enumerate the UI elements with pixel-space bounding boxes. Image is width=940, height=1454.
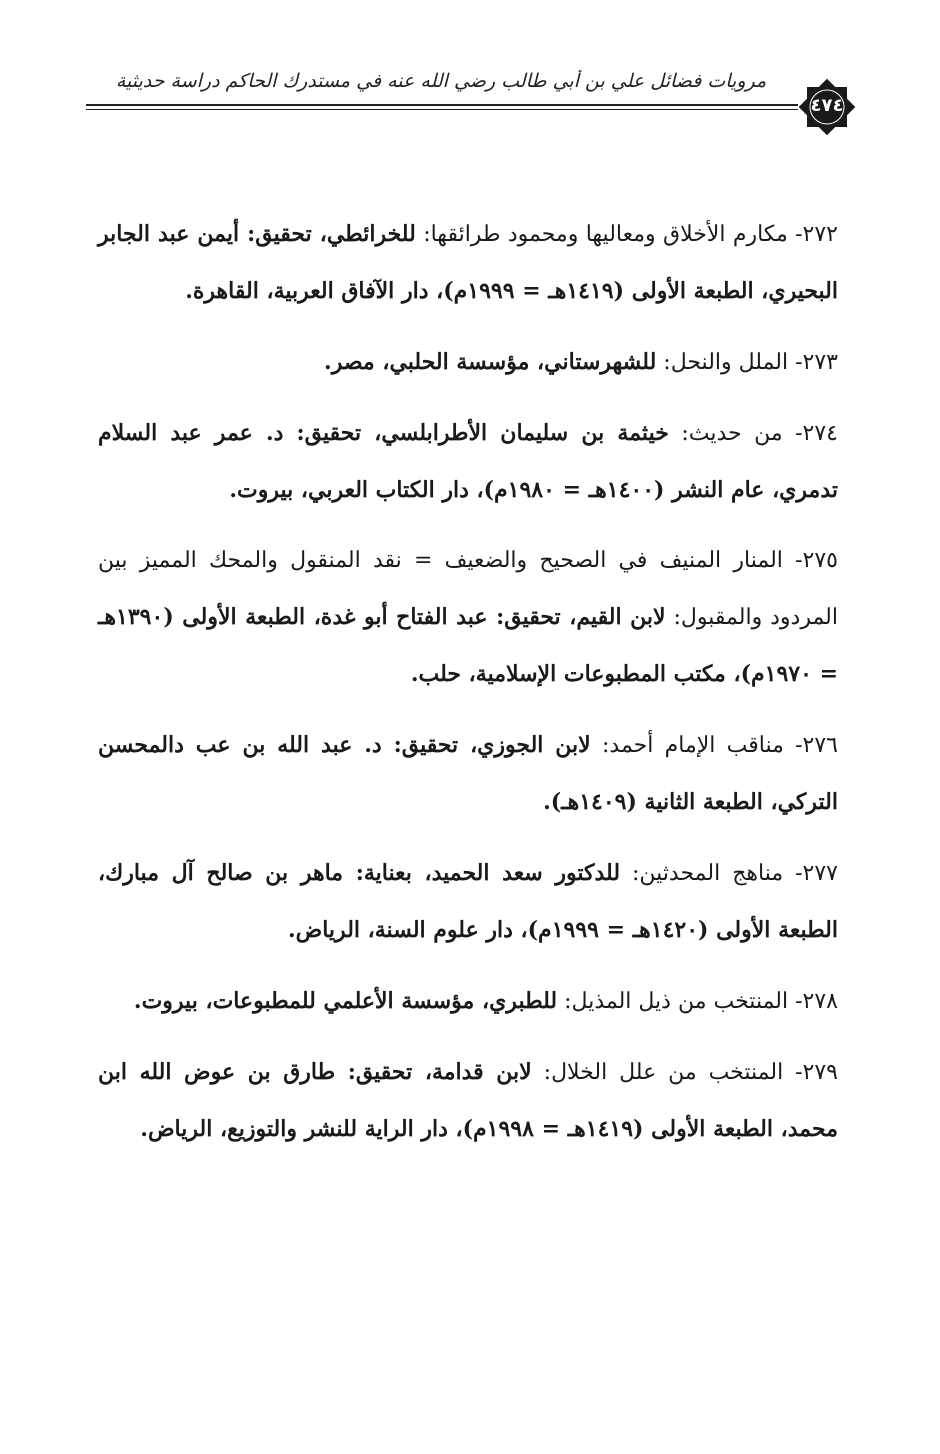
entry-title: ٢٧٩- المنتخب من علل الخلال: [543,1060,838,1085]
bibliography-entry [98,1044,838,1158]
bibliography-entry [98,206,838,320]
entry-details: لابن القيم، تحقيق: عبد الفتاح أبو غدة، الطبعة الأولى (١٣٩٠هـ = ١٩٧٠م)، مكتب المطبوعات الإسلامية، حلب. [98,604,838,687]
entry-title: ٢٧٤- من حديث: [681,421,838,446]
bibliography-entry [98,334,838,391]
entry-title: ٢٧٦- مناقب الإمام أحمد: [601,733,838,758]
bibliography-entry [98,405,838,519]
entry-title: ٢٧٣- الملل والنحل: [663,350,838,375]
header-rule-thick [86,104,798,106]
entry-details: للدكتور سعد الحميد، بعناية: ماهر بن صالح آل مبارك، الطبعة الأولى (١٤٢٠هـ = ١٩٩٩م)، دار علوم السنة، الرياض. [98,860,838,943]
entry-details: للطبري، مؤسسة الأعلمي للمطبوعات، بيروت. [133,988,558,1014]
entry-title: ٢٧٧- مناهج المحدثين: [632,861,838,886]
header-rule-thin [86,109,798,110]
bibliography-entry [98,533,838,703]
bibliography-list [98,206,838,1172]
entry-title: ٢٧٢- مكارم الأخلاق ومعاليها ومحمود طرائقها: [423,222,838,247]
entry-details: لابن الجوزي، تحقيق: د. عبد الله بن عب دالمحسن التركي، الطبعة الثانية (١٤٠٩هـ). [98,732,838,815]
entry-title: ٢٧٥- المنار المنيف في الصحيح والضعيف = نقد المنقول والمحك المميز بين المردود والمقبول: [98,548,838,630]
entry-details: للخرائطي، تحقيق: أيمن عبد الجابر البحيري، الطبعة الأولى (١٤١٩هـ = ١٩٩٩م)، دار الآفاق العربية، القاهرة. [98,221,838,304]
running-title: مرويات فضائل علي بن أبي طالب رضي الله عنه في مستدرك الحاكم دراسة حديثية [115,70,767,92]
bibliography-entry [98,973,838,1030]
entry-details: لابن قدامة، تحقيق: طارق بن عوض الله ابن محمد، الطبعة الأولى (١٤١٩هـ = ١٩٩٨م)، دار الراية للنشر والتوزيع، الرياض. [98,1059,838,1142]
page-number-badge [796,76,858,138]
page-number: ٤٧٤ [810,95,844,116]
entry-details: للشهرستاني، مؤسسة الحلبي، مصر. [324,349,657,375]
page-header [86,62,858,132]
bibliography-entry [98,845,838,959]
bibliography-entry [98,717,838,831]
entry-title: ٢٧٨- المنتخب من ذيل المذيل: [564,989,838,1014]
entry-details: خيثمة بن سليمان الأطرابلسي، تحقيق: د. عمر عبد السلام تدمري، عام النشر (١٤٠٠هـ = ١٩٨٠م)، دار الكتاب العربي، بيروت. [98,420,838,503]
